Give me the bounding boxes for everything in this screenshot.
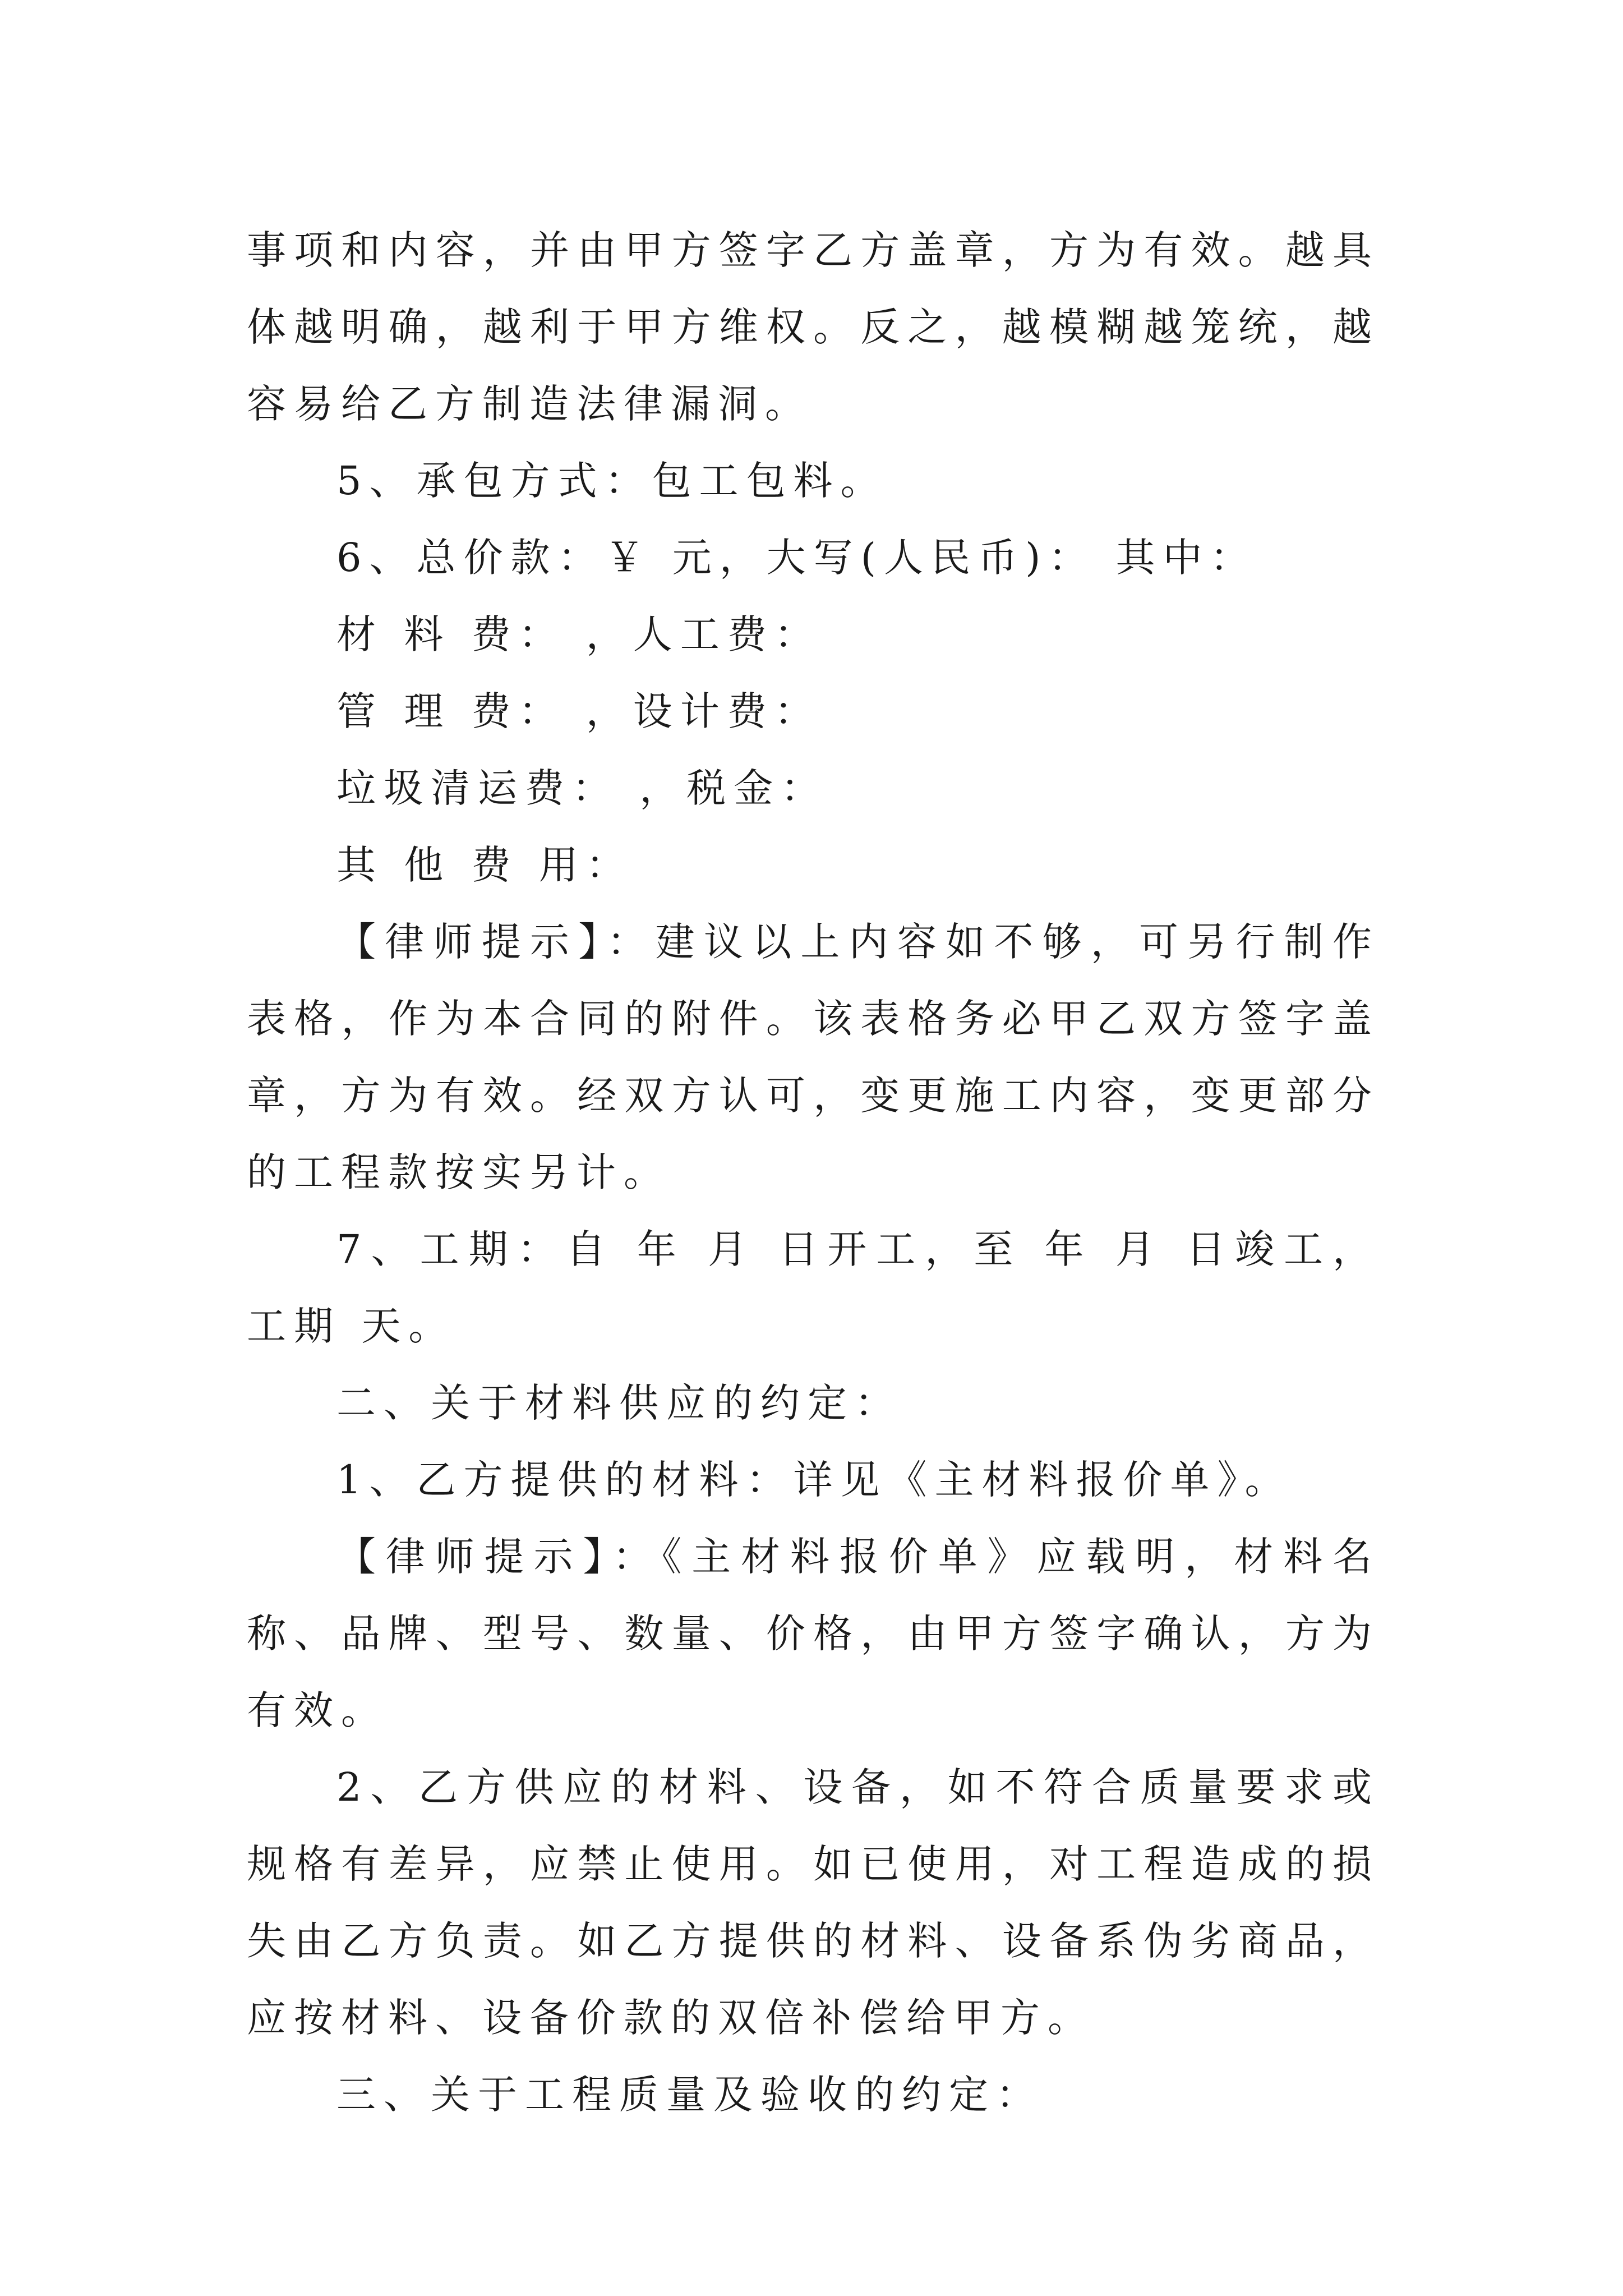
paragraph-lawyer-tip-quote: 【律师提示】：《主材料报价单》应载明，材料名称、品牌、型号、数量、价格，由甲方签字确认，方为有效。 [247,1534,1380,1733]
paragraph-scope-note: 事项和内容，并由甲方签字乙方盖章，方为有效。越具体越明确，越利于甲方维权。反之，越模糊越笼统，越容易给乙方制造法律漏洞。 [247,227,1380,427]
paragraph-contract-method: 5、承包方式：包工包料。 [336,458,888,504]
paragraph-materials-provided: 1、乙方提供的材料：详见《主材料报价单》。 [336,1457,1292,1503]
document-body [247,212,1380,2133]
paragraph-waste-tax-fee: 垃圾清运费： ，税金： [336,765,828,811]
paragraph-lawyer-tip-table: 【律师提示】：建议以上内容如不够，可另行制作表格，作为本合同的附件。该表格务必甲乙双方签字盖章，方为有效。经双方认可，变更施工内容，变更部分的工程款按实另计。 [247,919,1380,1195]
paragraph-management-design-fee: 管 理 费： ，设计费： [336,688,822,734]
paragraph-total-price: 6、总价款：￥ 元，大写(人民币)： 其中： [336,535,1257,581]
paragraph-material-labor-fee: 材 料 费： ，人工费： [336,611,822,657]
section-heading-material-supply: 二、关于材料供应的约定： [336,1380,902,1426]
section-heading-quality-acceptance: 三、关于工程质量及验收的约定： [336,2072,1043,2118]
paragraph-material-quality: 2、乙方供应的材料、设备，如不符合质量要求或规格有差异，应禁止使用。如已使用，对工程造成的损失由乙方负责。如乙方提供的材料、设备系伪劣商品，应按材料、设备价款的双倍补偿给甲方。 [247,1764,1380,2041]
paragraph-other-fees: 其 他 费 用： [336,842,633,888]
paragraph-construction-period: 7、工期：自 年 月 日开工，至 年 月 日竣工，工期 天。 [247,1226,1380,1349]
